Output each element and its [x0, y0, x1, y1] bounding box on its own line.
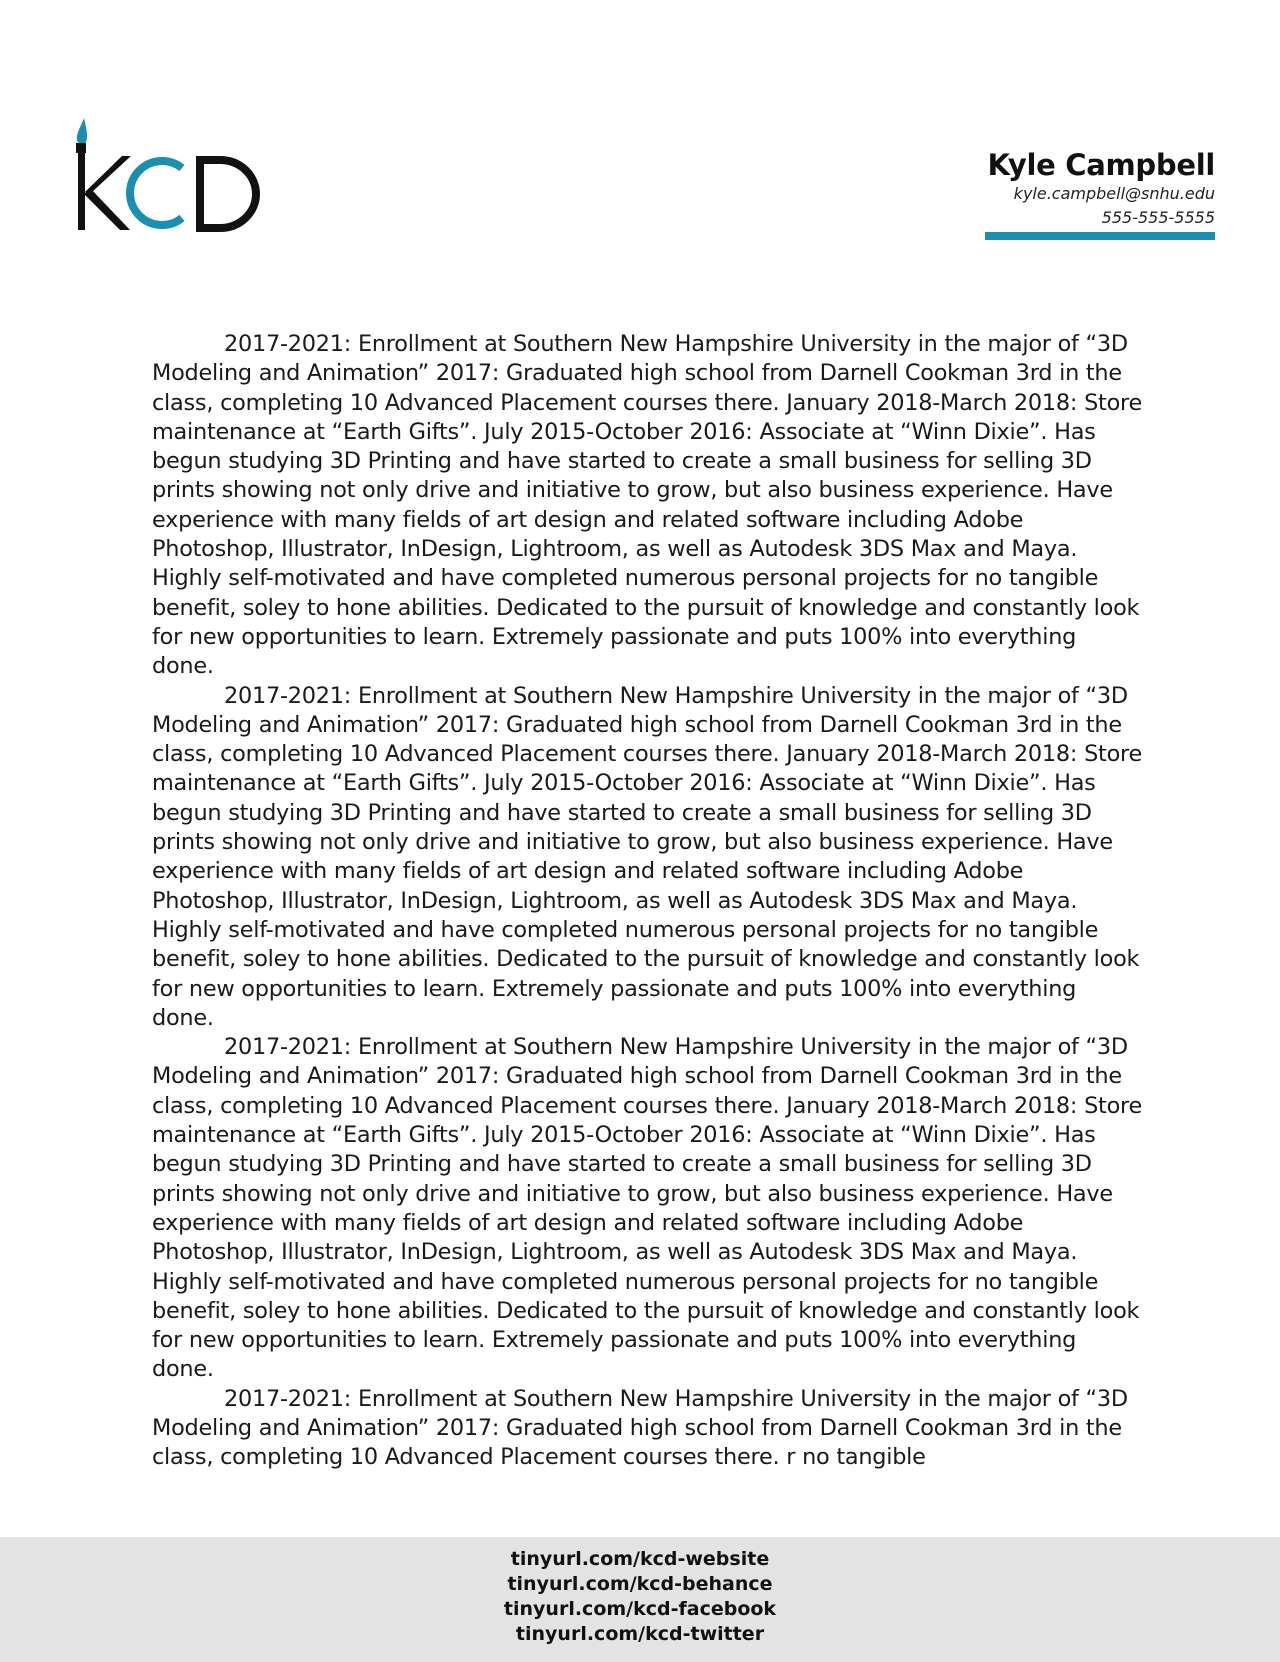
contact-block: [988, 148, 1215, 230]
body-paragraph: 2017-2021: Enrollment at Southern New Hampshire University in the major of “3D Modeling and Animation” 2017: Graduated high school from Darnell Cookman 3rd in the class, completing 10 Advanced Placement courses there. January 2018-March 2018: Store maintenance at “Earth Gifts”. July 2015-October 2016: Associate at “Winn Dixie”. Has begun studying 3D Printing and have started to create a small business for selling 3D prints showing not only drive and initiative to grow, but also business experience. Have experience with many fields of art design and related software including Adobe Photoshop, Illustrator, InDesign, Lightroom, as well as Autodesk 3DS Max and Maya. Highly self-motivated and have completed numerous personal projects for no tangible benefit, soley to hone abilities. Dedicated to the pursuit of knowledge and constantly look for new opportunities to learn. Extremely passionate and puts 100% into everything done.: [152, 682, 1143, 1031]
header-accent-bar: [985, 232, 1215, 240]
body-paragraph: 2017-2021: Enrollment at Southern New Hampshire University in the major of “3D Modeling and Animation” 2017: Graduated high school from Darnell Cookman 3rd in the class, completing 10 Advanced Placement courses there. January 2018-March 2018: Store maintenance at “Earth Gifts”. July 2015-October 2016: Associate at “Winn Dixie”. Has begun studying 3D Printing and have started to create a small business for selling 3D prints showing not only drive and initiative to grow, but also business experience. Have experience with many fields of art design and related software including Adobe Photoshop, Illustrator, InDesign, Lightroom, as well as Autodesk 3DS Max and Maya. Highly self-motivated and have completed numerous personal projects for no tangible benefit, soley to hone abilities. Dedicated to the pursuit of knowledge and constantly look for new opportunities to learn. Extremely passionate and puts 100% into everything done.: [152, 331, 1143, 680]
brush-drop-icon: [77, 118, 87, 144]
footer-link-behance[interactable]: tinyurl.com/kcd-behance: [507, 1573, 773, 1595]
footer-link-facebook[interactable]: tinyurl.com/kcd-facebook: [503, 1598, 777, 1620]
footer-link-twitter[interactable]: tinyurl.com/kcd-twitter: [515, 1623, 765, 1645]
contact-email[interactable]: kyle.campbell@snhu.edu: [1013, 184, 1215, 203]
contact-name: Kyle Campbell: [987, 148, 1215, 182]
footer-links: [0, 1547, 1280, 1647]
kcd-logo: [70, 118, 270, 248]
letter-body: [152, 330, 1142, 1473]
contact-phone: 555-555-5555: [1101, 208, 1215, 227]
body-paragraph: 2017-2021: Enrollment at Southern New Hampshire University in the major of “3D Modeling and Animation” 2017: Graduated high school from Darnell Cookman 3rd in the class, completing 10 Advanced Placement courses there. r no tangible: [152, 1385, 1128, 1471]
footer-link-website[interactable]: tinyurl.com/kcd-website: [510, 1548, 770, 1570]
body-paragraph: 2017-2021: Enrollment at Southern New Hampshire University in the major of “3D Modeling and Animation” 2017: Graduated high school from Darnell Cookman 3rd in the class, completing 10 Advanced Placement courses there. January 2018-March 2018: Store maintenance at “Earth Gifts”. July 2015-October 2016: Associate at “Winn Dixie”. Has begun studying 3D Printing and have started to create a small business for selling 3D prints showing not only drive and initiative to grow, but also business experience. Have experience with many fields of art design and related software including Adobe Photoshop, Illustrator, InDesign, Lightroom, as well as Autodesk 3DS Max and Maya. Highly self-motivated and have completed numerous personal projects for no tangible benefit, soley to hone abilities. Dedicated to the pursuit of knowledge and constantly look for new opportunities to learn. Extremely passionate and puts 100% into everything done.: [152, 1034, 1143, 1383]
footer: [0, 1537, 1280, 1662]
logo-text: [70, 248, 71, 249]
